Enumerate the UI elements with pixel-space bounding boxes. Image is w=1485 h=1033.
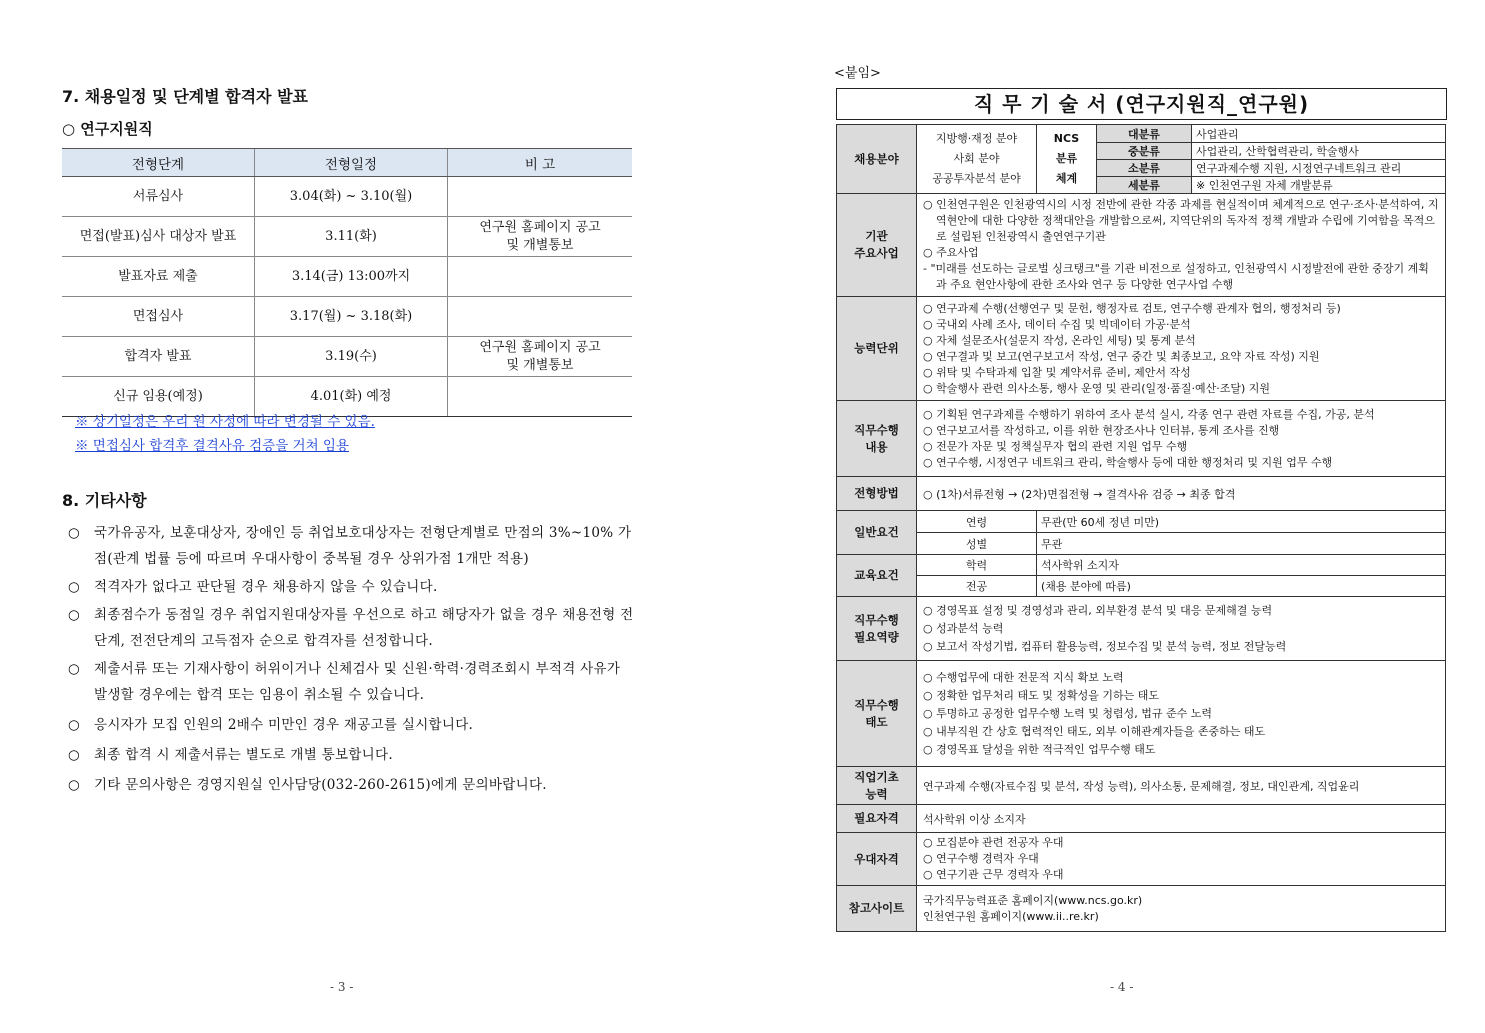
basic-content: 연구과제 수행(자료수집 및 분석, 작성 능력), 의사소통, 문제해결, 정보, 대인관계, 직업윤리: [917, 767, 1446, 805]
row-label-competency: 능력단위: [837, 297, 917, 401]
field-area: 사회 분야: [953, 152, 1000, 165]
ncs-label: [1037, 125, 1097, 194]
schedule-date: 3.19(수): [255, 337, 448, 377]
general-key: 성별: [917, 533, 1037, 555]
section-8-title: 8. 기타사항: [62, 491, 147, 510]
qual-content: 석사학위 이상 소지자: [917, 805, 1446, 833]
bullet-icon: ○: [68, 661, 81, 677]
org-content: [917, 194, 1446, 297]
schedule-note: [448, 337, 633, 377]
general-value: 무관(만 60세 정년 미만): [1037, 511, 1446, 533]
table-row: [837, 767, 1446, 805]
field-area: 공공투자분석 분야: [932, 172, 1021, 185]
content-line: ○ 경영목표 달성을 위한 적극적인 업무수행 태도: [923, 742, 1156, 756]
content-line: ○ 연구보고서를 작성하고, 이를 위한 현장조사나 인터뷰, 통계 조사를 진행: [923, 423, 1280, 437]
table-row: [837, 805, 1446, 833]
row-label-qual: 필요자격: [837, 805, 917, 833]
section-7-title: 7. 채용일정 및 단계별 합격자 발표: [62, 87, 308, 106]
list-item-text: 국가유공자, 보훈대상자, 장애인 등 취업보호대상자는 전형단계별로 만점의 3%~10% 가점(관계 법률 등에 따르며 우대사항이 중복될 경우 상위가점 1개만 적용): [94, 525, 632, 567]
class-key: 중분류: [1097, 143, 1192, 160]
row-label-line: 필요역량: [854, 629, 899, 644]
row-label-line: 능력: [865, 786, 888, 801]
schedule-note: [448, 217, 633, 257]
schedule-stage: 면접심사: [62, 297, 255, 337]
content-line: ○ 투명하고 공정한 업무수행 노력 및 청렴성, 법규 준수 노력: [923, 706, 1212, 720]
row-label-method: 전형방법: [837, 477, 917, 511]
row-label-attitude: [837, 661, 917, 767]
content-line: ○ 기획된 연구과제를 수행하기 위하여 조사 분석 실시, 각종 연구 관련 자료를 수집, 가공, 분석: [923, 407, 1375, 421]
content-line: ○ 인천연구원은 인천광역시의 시정 전반에 관한 각종 과제를 현실적이며 체계적으로 연구·조사·분석하여, 지역현안에 대한 다양한 정책대안을 개발함으로써, 지역단위의 독자적 정책 개발과 수립에 기여함을 목적으로 설립된 인천광역시 출연연구기관: [923, 198, 1439, 243]
list-item: [68, 656, 638, 708]
ref-content: [917, 886, 1446, 932]
bullet-icon: ○: [68, 777, 81, 793]
schedule-date: 4.01(화) 예정: [255, 377, 448, 417]
content-line: ○ 연구기관 근무 경력자 우대: [923, 868, 1064, 881]
schedule-stage: 발표자료 제출: [62, 257, 255, 297]
right-page: [742, 0, 1485, 1033]
row-label-line: 기관: [865, 229, 888, 243]
schedule-note-line: 연구원 홈페이지 공고: [479, 219, 601, 235]
subsection-title: ○ 연구지원직: [62, 120, 153, 138]
etc-list: [68, 520, 638, 800]
class-value: 연구과제수행 지원, 시정연구네트워크 관리: [1192, 160, 1446, 177]
education-value: 석사학위 소지자: [1037, 555, 1446, 576]
schedule-stage: 면접(발표)심사 대상자 발표: [62, 217, 255, 257]
list-item: [68, 574, 638, 600]
duty-content: [917, 401, 1446, 477]
content-line: ○ 학술행사 관련 의사소통, 행사 운영 및 관리(일정·품질·예산·조달) 지원: [923, 381, 1271, 395]
content-line: ○ 국내외 사례 조사, 데이터 수집 및 빅데이터 가공·분석: [923, 317, 1191, 331]
table-row: [837, 576, 1446, 597]
schedule-note-line: 연구원 홈페이지 공고: [479, 339, 601, 355]
schedule-stage: 신규 임용(예정): [62, 377, 255, 417]
list-item-text: 최종 합격 시 제출서류는 별도로 개별 통보합니다.: [94, 747, 393, 763]
row-label-ability: [837, 597, 917, 661]
table-row: [837, 661, 1446, 767]
class-value: ※ 인천연구원 자체 개발분류: [1192, 177, 1446, 194]
class-value: 사업관리, 산학협력관리, 학술행사: [1192, 143, 1446, 160]
class-key: 세분류: [1097, 177, 1192, 194]
table-row: [837, 533, 1446, 555]
left-page: [0, 0, 742, 1033]
class-key: 대분류: [1097, 125, 1192, 143]
content-line: 인천연구원 홈페이지(www.ii..re.kr): [923, 909, 1099, 923]
ncs-label-line: 분류: [1055, 152, 1078, 165]
schedule-note-line: 및 개별통보: [506, 237, 574, 253]
list-item-text: 응시자가 모집 인원의 2배수 미만인 경우 재공고를 실시합니다.: [94, 717, 474, 733]
content-line: ○ 정확한 업무처리 태도 및 정확성을 기하는 태도: [923, 688, 1159, 702]
row-label-line: 내용: [865, 439, 888, 454]
schedule-stage: 합격자 발표: [62, 337, 255, 377]
row-label-basic: [837, 767, 917, 805]
bullet-icon: ○: [68, 717, 81, 733]
row-label-line: 직무수행: [854, 422, 899, 437]
row-label-line: 직무수행: [854, 697, 899, 712]
field-area: 지방행·재정 분야: [935, 132, 1018, 145]
schedule-table: [62, 148, 632, 417]
class-key: 소분류: [1097, 160, 1192, 177]
bullet-icon: ○: [68, 747, 81, 763]
schedule-note-1: ※ 상기일정은 우리 원 사정에 따라 변경될 수 있음.: [75, 414, 375, 430]
schedule-date: 3.17(월) ~ 3.18(화): [255, 297, 448, 337]
row-label-education: 교육요건: [837, 555, 917, 597]
attitude-content: [917, 661, 1446, 767]
content-line: 국가직무능력표준 홈페이지(www.ncs.go.kr): [923, 893, 1143, 907]
education-key: 학력: [917, 555, 1037, 576]
list-item: [68, 772, 638, 798]
bullet-icon: ○: [68, 579, 81, 595]
row-label-line: 주요사업: [854, 246, 899, 260]
content-line: ○ 자체 설문조사(설문지 작성, 온라인 세팅) 및 통계 분석: [923, 333, 1196, 347]
list-item: [68, 520, 638, 572]
job-description-table: [836, 124, 1446, 932]
schedule-date: 3.14(금) 13:00까지: [255, 257, 448, 297]
page-number: - 4 -: [1110, 980, 1134, 994]
content-line: ○ 성과분석 능력: [923, 621, 1004, 635]
schedule-note: [448, 257, 633, 297]
table-row: [837, 886, 1446, 932]
table-row: [837, 194, 1446, 297]
row-label-duty: [837, 401, 917, 477]
field-areas: [917, 125, 1037, 194]
row-label-field: 채용분야: [837, 125, 917, 194]
row-label-general: 일반요건: [837, 511, 917, 555]
table-row: [837, 477, 1446, 511]
page-number: - 3 -: [330, 980, 354, 994]
table-row: [837, 555, 1446, 576]
table-row: [62, 217, 632, 257]
competency-content: [917, 297, 1446, 401]
content-line: ○ 보고서 작성기법, 컴퓨터 활용능력, 정보수집 및 분석 능력, 정보 전달능력: [923, 639, 1287, 653]
bullet-icon: ○: [68, 525, 81, 541]
list-item: [68, 602, 638, 654]
row-label-line: 직무수행: [854, 612, 899, 627]
schedule-note: [448, 377, 633, 417]
schedule-header-stage: 전형단계: [62, 149, 255, 177]
table-row: [837, 511, 1446, 533]
content-line: ○ 전문가 자문 및 정책실무자 협의 관련 지원 업무 수행: [923, 439, 1188, 453]
schedule-note: [448, 177, 633, 217]
table-row: [62, 337, 632, 377]
list-item: [68, 742, 638, 768]
list-item-text: 제출서류 또는 기재사항이 허위이거나 신체검사 및 신원·학력·경력조회시 부적격 사유가 발생할 경우에는 합격 또는 임용이 취소될 수 있습니다.: [94, 661, 621, 703]
content-line: ○ 연구과제 수행(선행연구 및 문헌, 행정자료 검토, 연구수행 관계자 협의, 행정처리 등): [923, 301, 1341, 315]
content-line: ○ 위탁 및 수탁과제 입찰 및 계약서류 준비, 제안서 작성: [923, 365, 1191, 379]
ncs-label-line: 체계: [1055, 172, 1078, 185]
table-row: [62, 257, 632, 297]
schedule-header-note: 비 고: [448, 149, 633, 177]
content-line: ○ 경영목표 설정 및 경영성과 관리, 외부환경 분석 및 대응 문제해결 능력: [923, 603, 1273, 617]
schedule-header-date: 전형일정: [255, 149, 448, 177]
content-line: ○ 연구수행, 시정연구 네트워크 관리, 학술행사 등에 대한 행정처리 및 지원 업무 수행: [923, 455, 1333, 469]
general-value: 무관: [1037, 533, 1446, 555]
content-line: ○ 모집분야 관련 전공자 우대: [923, 836, 1064, 849]
table-row: [837, 401, 1446, 477]
schedule-stage: 서류심사: [62, 177, 255, 217]
list-item: [68, 712, 638, 738]
table-row: [837, 597, 1446, 661]
schedule-date: 3.11(화): [255, 217, 448, 257]
list-item-text: 기타 문의사항은 경영지원실 인사담당(032-260-2615)에게 문의바랍니다.: [94, 777, 547, 793]
ncs-label-line: NCS: [1053, 132, 1080, 145]
row-label-pref: 우대자격: [837, 833, 917, 886]
bullet-icon: ○: [68, 607, 81, 623]
education-value: (채용 분야에 따름): [1037, 576, 1446, 597]
method-content: ○ (1차)서류전형 → (2차)면접전형 → 결격사유 검증 → 최종 합격: [917, 477, 1446, 511]
pref-content: [917, 833, 1446, 886]
content-line: ○ 내부직원 간 상호 협력적인 태도, 외부 이해관계자들을 존중하는 태도: [923, 724, 1266, 738]
class-value: 사업관리: [1192, 125, 1446, 143]
schedule-note: [448, 297, 633, 337]
table-row: [837, 297, 1446, 401]
table-row: [837, 125, 1446, 143]
schedule-header-row: [62, 149, 632, 177]
attachment-label: <붙임>: [834, 66, 881, 81]
table-row: [837, 833, 1446, 886]
schedule-note-line: 및 개별통보: [506, 357, 574, 373]
row-label-org: [837, 194, 917, 297]
education-key: 전공: [917, 576, 1037, 597]
schedule-date: 3.04(화) ~ 3.10(월): [255, 177, 448, 217]
row-label-line: 직업기초: [854, 769, 899, 784]
list-item-text: 최종점수가 동점일 경우 취업지원대상자를 우선으로 하고 해당자가 없을 경우 채용전형 전단계, 전전단계의 고득점자 순으로 합격자를 선정합니다.: [94, 607, 634, 649]
schedule-note-2: ※ 면접심사 합격후 결격사유 검증을 거쳐 임용: [75, 438, 349, 454]
table-row: [62, 177, 632, 217]
content-line: ○ 주요사업: [923, 246, 979, 259]
page-title: 직 무 기 술 서 (연구지원직_연구원): [836, 88, 1447, 120]
row-label-ref: 참고사이트: [837, 886, 917, 932]
content-line: ○ 연구결과 및 보고(연구보고서 작성, 연구 중간 및 최종보고, 요약 자료 작성) 지원: [923, 349, 1320, 363]
ability-content: [917, 597, 1446, 661]
general-key: 연령: [917, 511, 1037, 533]
table-row: [62, 297, 632, 337]
content-line: ○ 연구수행 경력자 우대: [923, 852, 1039, 865]
row-label-line: 태도: [865, 714, 888, 729]
list-item-text: 적격자가 없다고 판단될 경우 채용하지 않을 수 있습니다.: [94, 579, 438, 595]
content-line: ○ 수행업무에 대한 전문적 지식 확보 노력: [923, 670, 1124, 684]
content-line: - "미래를 선도하는 글로벌 싱크탱크"를 기관 비전으로 설정하고, 인천광역시 시정발전에 관한 중장기 계획과 주요 현안사항에 관한 조사와 연구 등 다양한 연구사업 수행: [923, 262, 1429, 291]
